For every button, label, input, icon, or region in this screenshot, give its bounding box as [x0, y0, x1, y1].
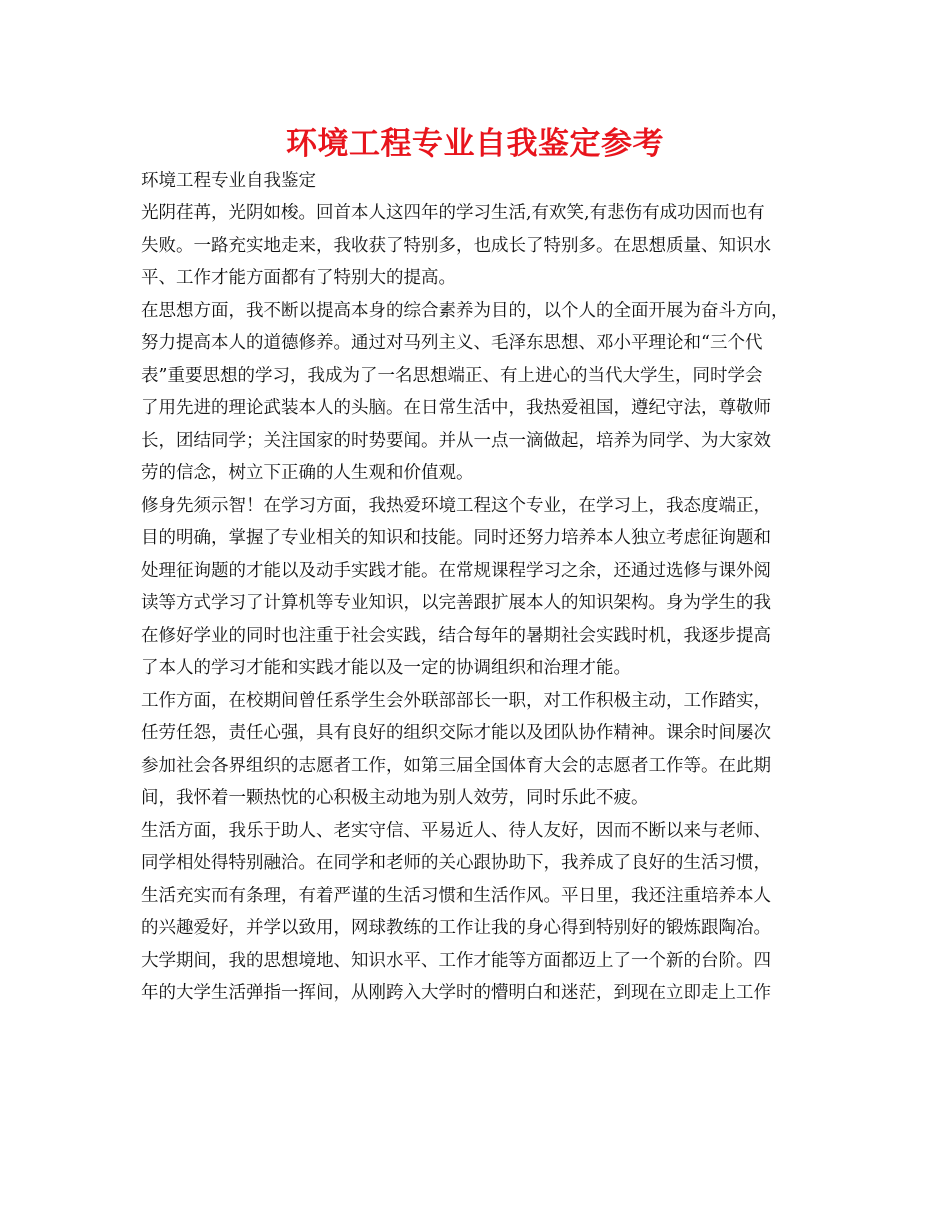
document-title: 环境工程专业自我鉴定参考: [286, 126, 664, 162]
document-body: [141, 165, 821, 1010]
text-line: 生活方面，我乐于助人、老实守信、平易近人、待人友好，因而不断以来与老师、: [141, 820, 771, 841]
text-line: 长，团结同学；关注国家的时势要闻。并从一点一滴做起，培养为同学、为大家效: [141, 430, 771, 451]
text-line: 努力提高本人的道德修养。通过对马列主义、毛泽东思想、邓小平理论和“三个代: [141, 333, 763, 353]
text-line: 失败。一路充实地走来，我收获了特别多，也成长了特别多。在思想质量、知识水: [141, 235, 771, 256]
text-line: 处理征询题的才能以及动手实践才能。在常规课程学习之余，还通过选修与课外阅: [141, 560, 771, 581]
text-line: 年的大学生活弹指一挥间，从刚跨入大学时的懵明白和迷茫，到现在立即走上工作: [141, 983, 771, 1003]
document-subtitle: 环境工程专业自我鉴定: [141, 171, 316, 191]
text-line: 工作方面，在校期间曾任系学生会外联部部长一职，对工作积极主动，工作踏实，: [141, 690, 771, 711]
text-line: 生活充实而有条理，有着严谨的生活习惯和生活作风。平日里，我还注重培养本人: [141, 885, 771, 906]
text-line: 平、工作才能方面都有了特别大的提高。: [141, 268, 456, 288]
text-line: 的兴趣爱好，并学以致用，网球教练的工作让我的身心得到特别好的锻炼跟陶冶。: [141, 918, 771, 938]
text-line: 目的明确，掌握了专业相关的知识和技能。同时还努力培养本人独立考虑征询题和: [141, 528, 771, 548]
text-line: 了本人的学习才能和实践才能以及一定的协调组织和治理才能。: [141, 658, 631, 678]
text-line: 间，我怀着一颗热忱的心积极主动地为别人效劳，同时乐此不疲。: [141, 788, 649, 808]
text-line: 表”重要思想的学习，我成为了一名思想端正、有上进心的当代大学生，同时学会: [141, 365, 763, 386]
text-line: 了用先进的理论武装本人的头脑。在日常生活中，我热爱祖国，遵纪守法，尊敬师: [141, 398, 771, 418]
text-line: 大学期间，我的思想境地、知识水平、工作才能等方面都迈上了一个新的台阶。四: [141, 950, 771, 971]
text-line: 参加社会各界组织的志愿者工作，如第三届全国体育大会的志愿者工作等。在此期: [141, 755, 771, 776]
text-line: 修身先须示智！在学习方面，我热爱环境工程这个专业，在学习上，我态度端正，: [141, 495, 771, 516]
text-line: 在修好学业的同时也注重于社会实践，结合每年的暑期社会实践时机，我逐步提高: [141, 625, 771, 646]
text-line: 劳的信念，树立下正确的人生观和价值观。: [141, 463, 474, 483]
text-line: 任劳任怨，责任心强，具有良好的组织交际才能以及团队协作精神。课余时间屡次: [141, 723, 771, 743]
text-line: 读等方式学习了计算机等专业知识，以完善跟扩展本人的知识架构。身为学生的我: [141, 593, 771, 613]
text-line: 同学相处得特别融洽。在同学和老师的关心跟协助下，我养成了良好的生活习惯，: [141, 853, 771, 873]
text-line: 在思想方面，我不断以提高本身的综合素养为目的，以个人的全面开展为奋斗方向，: [141, 300, 789, 321]
text-line: 光阴荏苒，光阴如梭。回首本人这四年的学习生活,有欢笑,有悲伤有成功因而也有: [141, 203, 765, 223]
